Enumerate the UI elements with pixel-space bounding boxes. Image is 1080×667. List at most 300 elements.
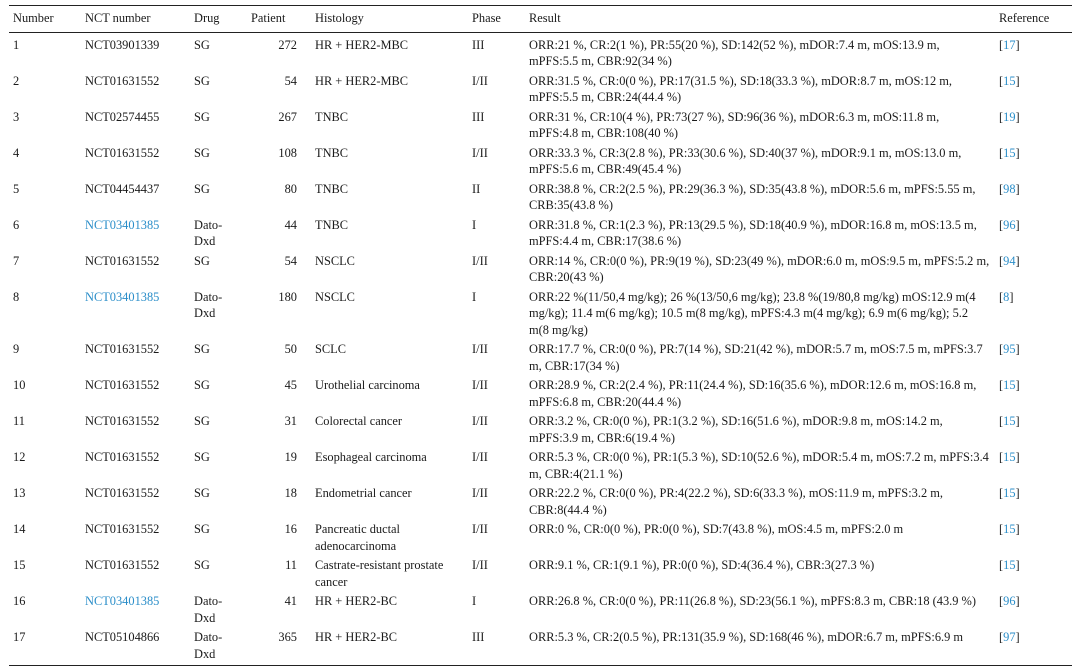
cell-histology [311, 108, 468, 144]
reference-link[interactable]: 95 [1003, 342, 1016, 356]
cell-histology [311, 32, 468, 72]
cell-number [9, 592, 81, 628]
cell-phase-text: I [472, 289, 477, 304]
cell-patient [247, 72, 311, 108]
bracket-close: ] [1015, 37, 1020, 52]
cell-patient-text: 50 [284, 342, 297, 356]
bracket-close: ] [1015, 450, 1020, 464]
cell-result-text: ORR:22.2 %, CR:0(0 %), PR:4(22.2 %), SD:6(33.3 %), mOS:11.9 m, mPFS:3.2 m, CBR:8(44.4 %) [529, 486, 943, 517]
cell-drug [190, 484, 247, 520]
cell-number-text: 11 [13, 414, 25, 428]
cell-histology [311, 628, 468, 666]
table-row [9, 556, 1072, 592]
cell-drug [190, 376, 247, 412]
cell-result [525, 288, 995, 341]
cell-patient-text: 44 [284, 217, 297, 232]
cell-reference[interactable] [995, 180, 1072, 216]
cell-result [525, 144, 995, 180]
table-row [9, 448, 1072, 484]
cell-phase [468, 520, 525, 556]
cell-phase-text: I [472, 594, 477, 608]
cell-patient [247, 144, 311, 180]
bracket-open: [ [999, 378, 1004, 392]
bracket-open: [ [999, 594, 1004, 608]
cell-number [9, 216, 81, 252]
table-row [9, 72, 1072, 108]
cell-nct-number [81, 72, 190, 108]
bracket-close: ] [1015, 486, 1020, 500]
cell-number-text: 6 [13, 217, 20, 232]
cell-reference[interactable] [995, 376, 1072, 412]
cell-number-text: 1 [13, 37, 20, 52]
bracket-close: ] [1015, 109, 1020, 124]
cell-number-text: 4 [13, 145, 20, 160]
cell-histology [311, 376, 468, 412]
cell-result [525, 556, 995, 592]
cell-phase [468, 592, 525, 628]
cell-patient-text: 267 [278, 109, 297, 124]
cell-phase [468, 556, 525, 592]
cell-result-text: ORR:28.9 %, CR:2(2.4 %), PR:11(24.4 %), SD:16(35.6 %), mDOR:12.6 m, mOS:16.8 m, mPFS:6.8 m, CBR:20(44.4 %) [529, 378, 977, 409]
cell-result [525, 252, 995, 288]
cell-drug [190, 448, 247, 484]
bracket-open: [ [999, 342, 1004, 356]
cell-phase-text: III [472, 37, 485, 52]
cell-drug [190, 144, 247, 180]
cell-nct-number-text: NCT01631552 [85, 342, 160, 356]
cell-patient [247, 180, 311, 216]
cell-drug [190, 216, 247, 252]
cell-histology [311, 180, 468, 216]
cell-result-text: ORR:31.8 %, CR:1(2.3 %), PR:13(29.5 %), SD:18(40.9 %), mDOR:16.8 m, mOS:13.5 m, mPFS:4.4 m, CBR:17(38.6 %) [529, 217, 977, 248]
table-header [9, 6, 1072, 33]
cell-nct-number-text: NCT03901339 [85, 37, 160, 52]
cell-reference[interactable] [995, 108, 1072, 144]
cell-phase [468, 628, 525, 666]
cell-drug-text: SG [194, 486, 210, 500]
cell-nct-number [81, 108, 190, 144]
cell-result-text: ORR:22 %(11/50,4 mg/kg); 26 %(13/50,6 mg/kg); 23.8 %(19/80,8 mg/kg) mOS:12.9 m(4 mg/kg); 11.4 m(6 mg/kg); 10.5 m(8 mg/kg), mPFS:4.3 m(4 mg/kg); 6.9 m(6 mg/kg); 5.2 m(8 mg/kg) [529, 289, 976, 337]
cell-number-text: 2 [13, 73, 20, 88]
cell-result-text: ORR:17.7 %, CR:0(0 %), PR:7(14 %), SD:21(42 %), mDOR:5.7 m, mOS:7.5 m, mPFS:3.7 m, CBR:17(34 %) [529, 342, 983, 373]
cell-patient-text: 80 [284, 181, 297, 196]
cell-reference[interactable] [995, 520, 1072, 556]
cell-reference[interactable] [995, 484, 1072, 520]
cell-patient [247, 32, 311, 72]
cell-number-text: 9 [13, 342, 20, 356]
cell-nct-number-text: NCT01631552 [85, 558, 160, 572]
cell-nct-number [81, 32, 190, 72]
cell-result [525, 108, 995, 144]
reference-link[interactable]: 15 [1003, 450, 1016, 464]
cell-histology [311, 484, 468, 520]
bracket-open: [ [999, 73, 1004, 88]
cell-histology [311, 340, 468, 376]
cell-histology [311, 412, 468, 448]
bracket-open: [ [999, 630, 1004, 644]
cell-histology-text: Colorectal cancer [315, 414, 403, 428]
cell-patient [247, 448, 311, 484]
reference-link[interactable]: 19 [1003, 109, 1016, 124]
cell-patient [247, 484, 311, 520]
cell-reference[interactable] [995, 556, 1072, 592]
bracket-close: ] [1015, 342, 1020, 356]
cell-drug [190, 340, 247, 376]
cell-histology [311, 288, 468, 341]
bracket-open: [ [999, 217, 1004, 232]
reference-link[interactable]: 98 [1003, 181, 1016, 196]
cell-nct-number [81, 376, 190, 412]
cell-drug-text: SG [194, 37, 210, 52]
cell-patient [247, 252, 311, 288]
cell-phase-text: I/II [472, 378, 488, 392]
header-phase: Phase [468, 6, 525, 33]
cell-patient-text: 180 [278, 289, 297, 304]
cell-reference[interactable] [995, 252, 1072, 288]
cell-result [525, 412, 995, 448]
clinical-trials-table [9, 5, 1072, 666]
bracket-open: [ [999, 253, 1004, 268]
cell-histology [311, 556, 468, 592]
cell-patient-text: 108 [278, 145, 297, 160]
cell-drug-text: Dato-Dxd [194, 630, 223, 661]
cell-drug [190, 180, 247, 216]
cell-reference[interactable] [995, 32, 1072, 72]
cell-nct-number [81, 484, 190, 520]
cell-drug [190, 412, 247, 448]
cell-number [9, 288, 81, 341]
cell-nct-number[interactable] [81, 592, 190, 628]
cell-nct-number-text: NCT01631552 [85, 145, 160, 160]
cell-reference[interactable] [995, 412, 1072, 448]
bracket-open: [ [999, 181, 1004, 196]
cell-histology-text: Castrate-resistant prostate cancer [315, 558, 444, 589]
cell-patient [247, 216, 311, 252]
cell-nct-number-text[interactable]: NCT03401385 [85, 594, 160, 608]
cell-phase-text: I/II [472, 486, 488, 500]
cell-drug [190, 32, 247, 72]
cell-histology [311, 144, 468, 180]
cell-patient-text: 31 [284, 414, 297, 428]
bracket-open: [ [999, 486, 1004, 500]
cell-number-text: 5 [13, 181, 20, 196]
cell-histology-text: SCLC [315, 342, 346, 356]
cell-drug-text: SG [194, 342, 210, 356]
table-row [9, 32, 1072, 72]
cell-histology-text: Esophageal carcinoma [315, 450, 427, 464]
cell-histology [311, 72, 468, 108]
bracket-close: ] [1015, 378, 1020, 392]
table-row [9, 520, 1072, 556]
cell-result [525, 32, 995, 72]
cell-reference[interactable] [995, 288, 1072, 341]
cell-phase [468, 108, 525, 144]
bracket-close: ] [1015, 73, 1020, 88]
bracket-close: ] [1015, 594, 1020, 608]
reference-link[interactable]: 15 [1003, 414, 1016, 428]
cell-patient-text: 16 [284, 522, 297, 536]
cell-drug [190, 288, 247, 341]
header-histology: Histology [311, 6, 468, 33]
bracket-close: ] [1015, 558, 1020, 572]
header-drug: Drug [190, 6, 247, 33]
cell-patient [247, 520, 311, 556]
cell-patient-text: 19 [284, 450, 297, 464]
cell-drug-text: SG [194, 378, 210, 392]
cell-histology-text: Endometrial cancer [315, 486, 412, 500]
cell-number-text: 13 [13, 486, 26, 500]
cell-phase [468, 144, 525, 180]
bracket-open: [ [999, 450, 1004, 464]
table-row [9, 412, 1072, 448]
reference-link[interactable]: 17 [1003, 37, 1016, 52]
cell-phase [468, 288, 525, 341]
cell-histology-text: TNBC [315, 181, 349, 196]
cell-number [9, 144, 81, 180]
cell-nct-number[interactable] [81, 216, 190, 252]
cell-nct-number-text[interactable]: NCT03401385 [85, 289, 160, 304]
reference-link[interactable]: 15 [1003, 558, 1016, 572]
cell-nct-number-text: NCT01631552 [85, 450, 160, 464]
cell-result [525, 180, 995, 216]
cell-reference[interactable] [995, 592, 1072, 628]
cell-result-text: ORR:38.8 %, CR:2(2.5 %), PR:29(36.3 %), SD:35(43.8 %), mDOR:5.6 m, mPFS:5.55 m, CRB:35(43.8 %) [529, 181, 976, 212]
cell-nct-number-text[interactable]: NCT03401385 [85, 217, 160, 232]
cell-phase [468, 180, 525, 216]
cell-phase-text: I/II [472, 342, 488, 356]
cell-result [525, 72, 995, 108]
cell-number-text: 8 [13, 289, 20, 304]
cell-number-text: 15 [13, 558, 26, 572]
cell-result [525, 340, 995, 376]
reference-link[interactable]: 15 [1003, 378, 1016, 392]
reference-link[interactable]: 8 [1003, 289, 1010, 304]
cell-nct-number-text: NCT01631552 [85, 253, 160, 268]
cell-number [9, 556, 81, 592]
cell-result-text: ORR:5.3 %, CR:0(0 %), PR:1(5.3 %), SD:10(52.6 %), mDOR:5.4 m, mOS:7.2 m, mPFS:3.4 m, CBR:4(21.1 %) [529, 450, 989, 481]
cell-histology [311, 520, 468, 556]
cell-drug [190, 108, 247, 144]
cell-nct-number [81, 340, 190, 376]
cell-phase [468, 252, 525, 288]
cell-reference[interactable] [995, 144, 1072, 180]
cell-phase-text: I/II [472, 253, 488, 268]
cell-nct-number-text: NCT01631552 [85, 414, 160, 428]
cell-drug-text: Dato-Dxd [194, 217, 223, 248]
cell-histology [311, 216, 468, 252]
table-row [9, 252, 1072, 288]
cell-drug [190, 556, 247, 592]
cell-phase [468, 448, 525, 484]
cell-number [9, 180, 81, 216]
cell-drug-text: SG [194, 414, 210, 428]
cell-phase [468, 216, 525, 252]
cell-drug [190, 252, 247, 288]
header-row [9, 6, 1072, 33]
cell-patient [247, 288, 311, 341]
table-row [9, 484, 1072, 520]
cell-number-text: 3 [13, 109, 20, 124]
cell-result-text: ORR:21 %, CR:2(1 %), PR:55(20 %), SD:142(52 %), mDOR:7.4 m, mOS:13.9 m, mPFS:5.5 m, CBR:92(34 %) [529, 37, 940, 68]
cell-reference[interactable] [995, 448, 1072, 484]
table-row [9, 340, 1072, 376]
cell-drug-text: Dato-Dxd [194, 289, 223, 320]
cell-number [9, 376, 81, 412]
table-row [9, 592, 1072, 628]
table-row [9, 628, 1072, 666]
cell-nct-number [81, 412, 190, 448]
cell-drug [190, 592, 247, 628]
cell-nct-number-text: NCT02574455 [85, 109, 160, 124]
table-row [9, 180, 1072, 216]
cell-result-text: ORR:5.3 %, CR:2(0.5 %), PR:131(35.9 %), SD:168(46 %), mDOR:6.7 m, mPFS:6.9 m [529, 630, 964, 644]
bracket-open: [ [999, 522, 1004, 536]
table-body [9, 32, 1072, 666]
cell-result-text: ORR:31.5 %, CR:0(0 %), PR:17(31.5 %), SD:18(33.3 %), mDOR:8.7 m, mOS:12 m, mPFS:5.5 m, CBR:24(44.4 %) [529, 73, 953, 104]
header-patient: Patient [247, 6, 311, 33]
cell-drug-text: SG [194, 253, 210, 268]
bracket-open: [ [999, 414, 1004, 428]
cell-result-text: ORR:33.3 %, CR:3(2.8 %), PR:33(30.6 %), SD:40(37 %), mDOR:9.1 m, mOS:13.0 m, mPFS:5.6 m, CBR:49(45.4 %) [529, 145, 962, 176]
cell-patient [247, 412, 311, 448]
cell-number-text: 16 [13, 594, 26, 608]
cell-patient-text: 365 [278, 630, 297, 644]
reference-link[interactable]: 96 [1003, 594, 1016, 608]
bracket-open: [ [999, 558, 1004, 572]
header-nct-number: NCT number [81, 6, 190, 33]
cell-phase [468, 340, 525, 376]
cell-result [525, 484, 995, 520]
cell-phase [468, 412, 525, 448]
cell-histology [311, 592, 468, 628]
cell-number-text: 10 [13, 378, 26, 392]
cell-drug-text: Dato-Dxd [194, 594, 223, 625]
cell-histology-text: HR + HER2-BC [315, 630, 398, 644]
header-number: Number [9, 6, 81, 33]
cell-result [525, 628, 995, 666]
cell-patient [247, 108, 311, 144]
cell-histology-text: TNBC [315, 109, 349, 124]
bracket-open: [ [999, 109, 1004, 124]
header-result: Result [525, 6, 995, 33]
cell-reference[interactable] [995, 628, 1072, 666]
bracket-close: ] [1015, 522, 1020, 536]
cell-result [525, 520, 995, 556]
cell-histology-text: HR + HER2-BC [315, 594, 398, 608]
cell-result [525, 376, 995, 412]
cell-number [9, 628, 81, 666]
bracket-close: ] [1015, 253, 1020, 268]
cell-number-text: 7 [13, 253, 20, 268]
cell-reference[interactable] [995, 216, 1072, 252]
cell-drug-text: SG [194, 73, 210, 88]
cell-histology-text: Pancreatic ductal adenocarcinoma [315, 522, 400, 553]
cell-result-text: ORR:3.2 %, CR:0(0 %), PR:1(3.2 %), SD:16(51.6 %), mDOR:9.8 m, mOS:14.2 m, mPFS:3.9 m, CBR:6(19.4 %) [529, 414, 943, 445]
cell-patient-text: 272 [278, 37, 297, 52]
reference-link[interactable]: 97 [1003, 630, 1016, 644]
reference-link[interactable]: 96 [1003, 217, 1016, 232]
cell-phase [468, 72, 525, 108]
cell-drug [190, 520, 247, 556]
cell-patient [247, 556, 311, 592]
cell-nct-number [81, 520, 190, 556]
reference-link[interactable]: 15 [1003, 522, 1016, 536]
cell-patient-text: 54 [284, 73, 297, 88]
table-row [9, 288, 1072, 341]
bracket-open: [ [999, 37, 1004, 52]
bracket-close: ] [1015, 630, 1020, 644]
cell-histology-text: HR + HER2-MBC [315, 73, 409, 88]
cell-histology [311, 252, 468, 288]
cell-phase-text: I/II [472, 450, 488, 464]
cell-drug [190, 628, 247, 666]
cell-nct-number-text: NCT01631552 [85, 486, 160, 500]
cell-phase [468, 32, 525, 72]
bracket-open: [ [999, 289, 1004, 304]
cell-result [525, 216, 995, 252]
cell-result [525, 448, 995, 484]
cell-nct-number [81, 556, 190, 592]
cell-result-text: ORR:26.8 %, CR:0(0 %), PR:11(26.8 %), SD:23(56.1 %), mPFS:8.3 m, CBR:18 (43.9 %) [529, 594, 977, 608]
reference-link[interactable]: 94 [1003, 253, 1016, 268]
bracket-close: ] [1015, 181, 1020, 196]
cell-phase-text: I/II [472, 558, 488, 572]
cell-number [9, 412, 81, 448]
cell-nct-number-text: NCT01631552 [85, 73, 160, 88]
cell-patient-text: 45 [284, 378, 297, 392]
cell-drug-text: SG [194, 450, 210, 464]
cell-nct-number-text: NCT05104866 [85, 630, 160, 644]
cell-nct-number [81, 252, 190, 288]
bracket-close: ] [1009, 289, 1014, 304]
table-row [9, 376, 1072, 412]
cell-drug-text: SG [194, 181, 210, 196]
cell-nct-number [81, 628, 190, 666]
reference-link[interactable]: 15 [1003, 73, 1016, 88]
cell-patient-text: 11 [285, 558, 297, 572]
cell-number [9, 340, 81, 376]
cell-nct-number-text: NCT04454437 [85, 181, 160, 196]
cell-nct-number [81, 144, 190, 180]
cell-result [525, 592, 995, 628]
cell-patient [247, 628, 311, 666]
cell-nct-number[interactable] [81, 288, 190, 341]
reference-link[interactable]: 15 [1003, 145, 1016, 160]
header-reference: Reference [995, 6, 1072, 33]
cell-drug-text: SG [194, 522, 210, 536]
cell-phase-text: I/II [472, 522, 488, 536]
cell-number-text: 17 [13, 630, 26, 644]
cell-number-text: 14 [13, 522, 26, 536]
bracket-close: ] [1015, 145, 1020, 160]
cell-drug-text: SG [194, 109, 210, 124]
bracket-close: ] [1015, 414, 1020, 428]
cell-histology-text: HR + HER2-MBC [315, 37, 409, 52]
cell-number [9, 252, 81, 288]
cell-histology-text: NSCLC [315, 289, 355, 304]
cell-number [9, 108, 81, 144]
cell-histology-text: TNBC [315, 217, 349, 232]
cell-result-text: ORR:31 %, CR:10(4 %), PR:73(27 %), SD:96(36 %), mDOR:6.3 m, mOS:11.8 m, mPFS:4.8 m, CBR:108(40 %) [529, 109, 940, 140]
cell-reference[interactable] [995, 72, 1072, 108]
reference-link[interactable]: 15 [1003, 486, 1016, 500]
cell-result-text: ORR:14 %, CR:0(0 %), PR:9(19 %), SD:23(49 %), mDOR:6.0 m, mOS:9.5 m, mPFS:5.2 m, CBR:20(43 %) [529, 253, 990, 284]
cell-phase-text: I [472, 217, 477, 232]
cell-reference[interactable] [995, 340, 1072, 376]
cell-phase-text: II [472, 181, 481, 196]
bracket-close: ] [1015, 217, 1020, 232]
cell-histology-text: Urothelial carcinoma [315, 378, 420, 392]
